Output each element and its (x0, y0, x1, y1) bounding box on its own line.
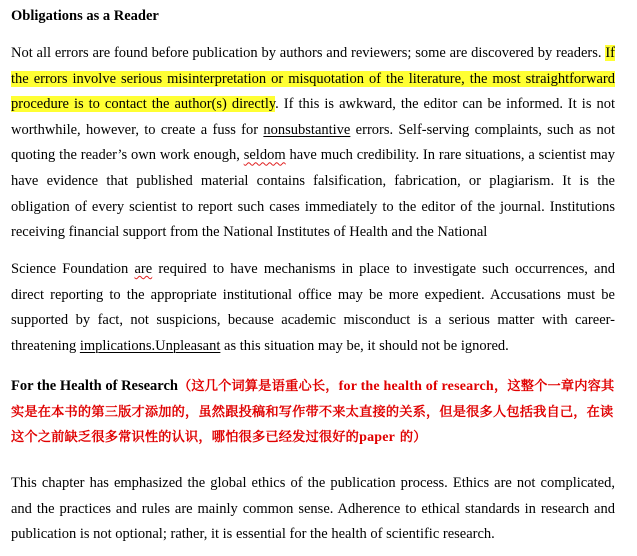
paragraph-text: errors. Self-serving complaints, such as not quoting the reader’s own work enough, (11, 121, 615, 164)
paragraph-text: Science Foundation (11, 261, 135, 277)
paragraph-science-foundation (11, 257, 615, 359)
paragraph-obligations (11, 41, 615, 246)
paragraph-text: . If this is awkward, the editor can be informed. It is not worthwhile, however, to create a fuss for (11, 96, 615, 138)
section-heading-health (11, 374, 617, 451)
section-heading-obligations: Obligations as a Reader (11, 8, 159, 24)
underlined-word-implications: implications.Unpleasant (79, 337, 221, 354)
note-text-english: paper (359, 430, 396, 446)
section-heading-title: For the Health of Research (11, 378, 178, 394)
note-text: （这几个词算是语重心长， (177, 379, 339, 394)
paragraph-text: as this situation may be, it should not be ignored. (220, 337, 509, 354)
spellcheck-word-are: are (134, 261, 153, 277)
paragraph-text: Not all errors are found before publication by authors and reviewers; some are discovered by readers. (11, 45, 606, 61)
highlighted-text: If the errors involve serious misinterpretation or misquotation of the literature, the most straightforward procedure is to contact the author(s) directly (11, 45, 615, 113)
paragraph-text: have much credibility. In rare situations, a scientist may have evidence that published material contains falsification, fabrication, or plagiarism. It is the obligation of every scientist to report such cases immediately to the editor of the journal. Institutions receiving financial support from the National Institutes of Health and the National (11, 147, 615, 241)
note-text: 的） (395, 430, 427, 446)
underlined-word-nonsubstantive: nonsubstantive (263, 121, 351, 138)
paragraph-text: required to have mechanisms in place to investigate such occurrences, and direct reporting to the appropriate institutional office may be more expedient. Accusations must be supported by fact, not suspicions, because academic misconduct is a serious matter with career-threatening (11, 261, 615, 354)
spellcheck-word-seldom: seldom (243, 147, 286, 164)
paragraph-health-of-research: This chapter has emphasized the global ethics of the publication process. Ethics are not complicated, and the practices and rules are mainly common sense. Adherence to ethical standards in research and publication is not optional; rather, it is essential for the health of scientific research. (11, 475, 615, 543)
note-text-english: for the health of research (338, 379, 494, 394)
note-text: ，这整个一章内容其实是在本书的第三版才添加的，虽然跟投稿和写作带不来太直接的关系，但是很多人包括我自己，在读这个之前缺乏很多常识性的认识，哪怕很多已经发过很好的 (11, 379, 615, 446)
